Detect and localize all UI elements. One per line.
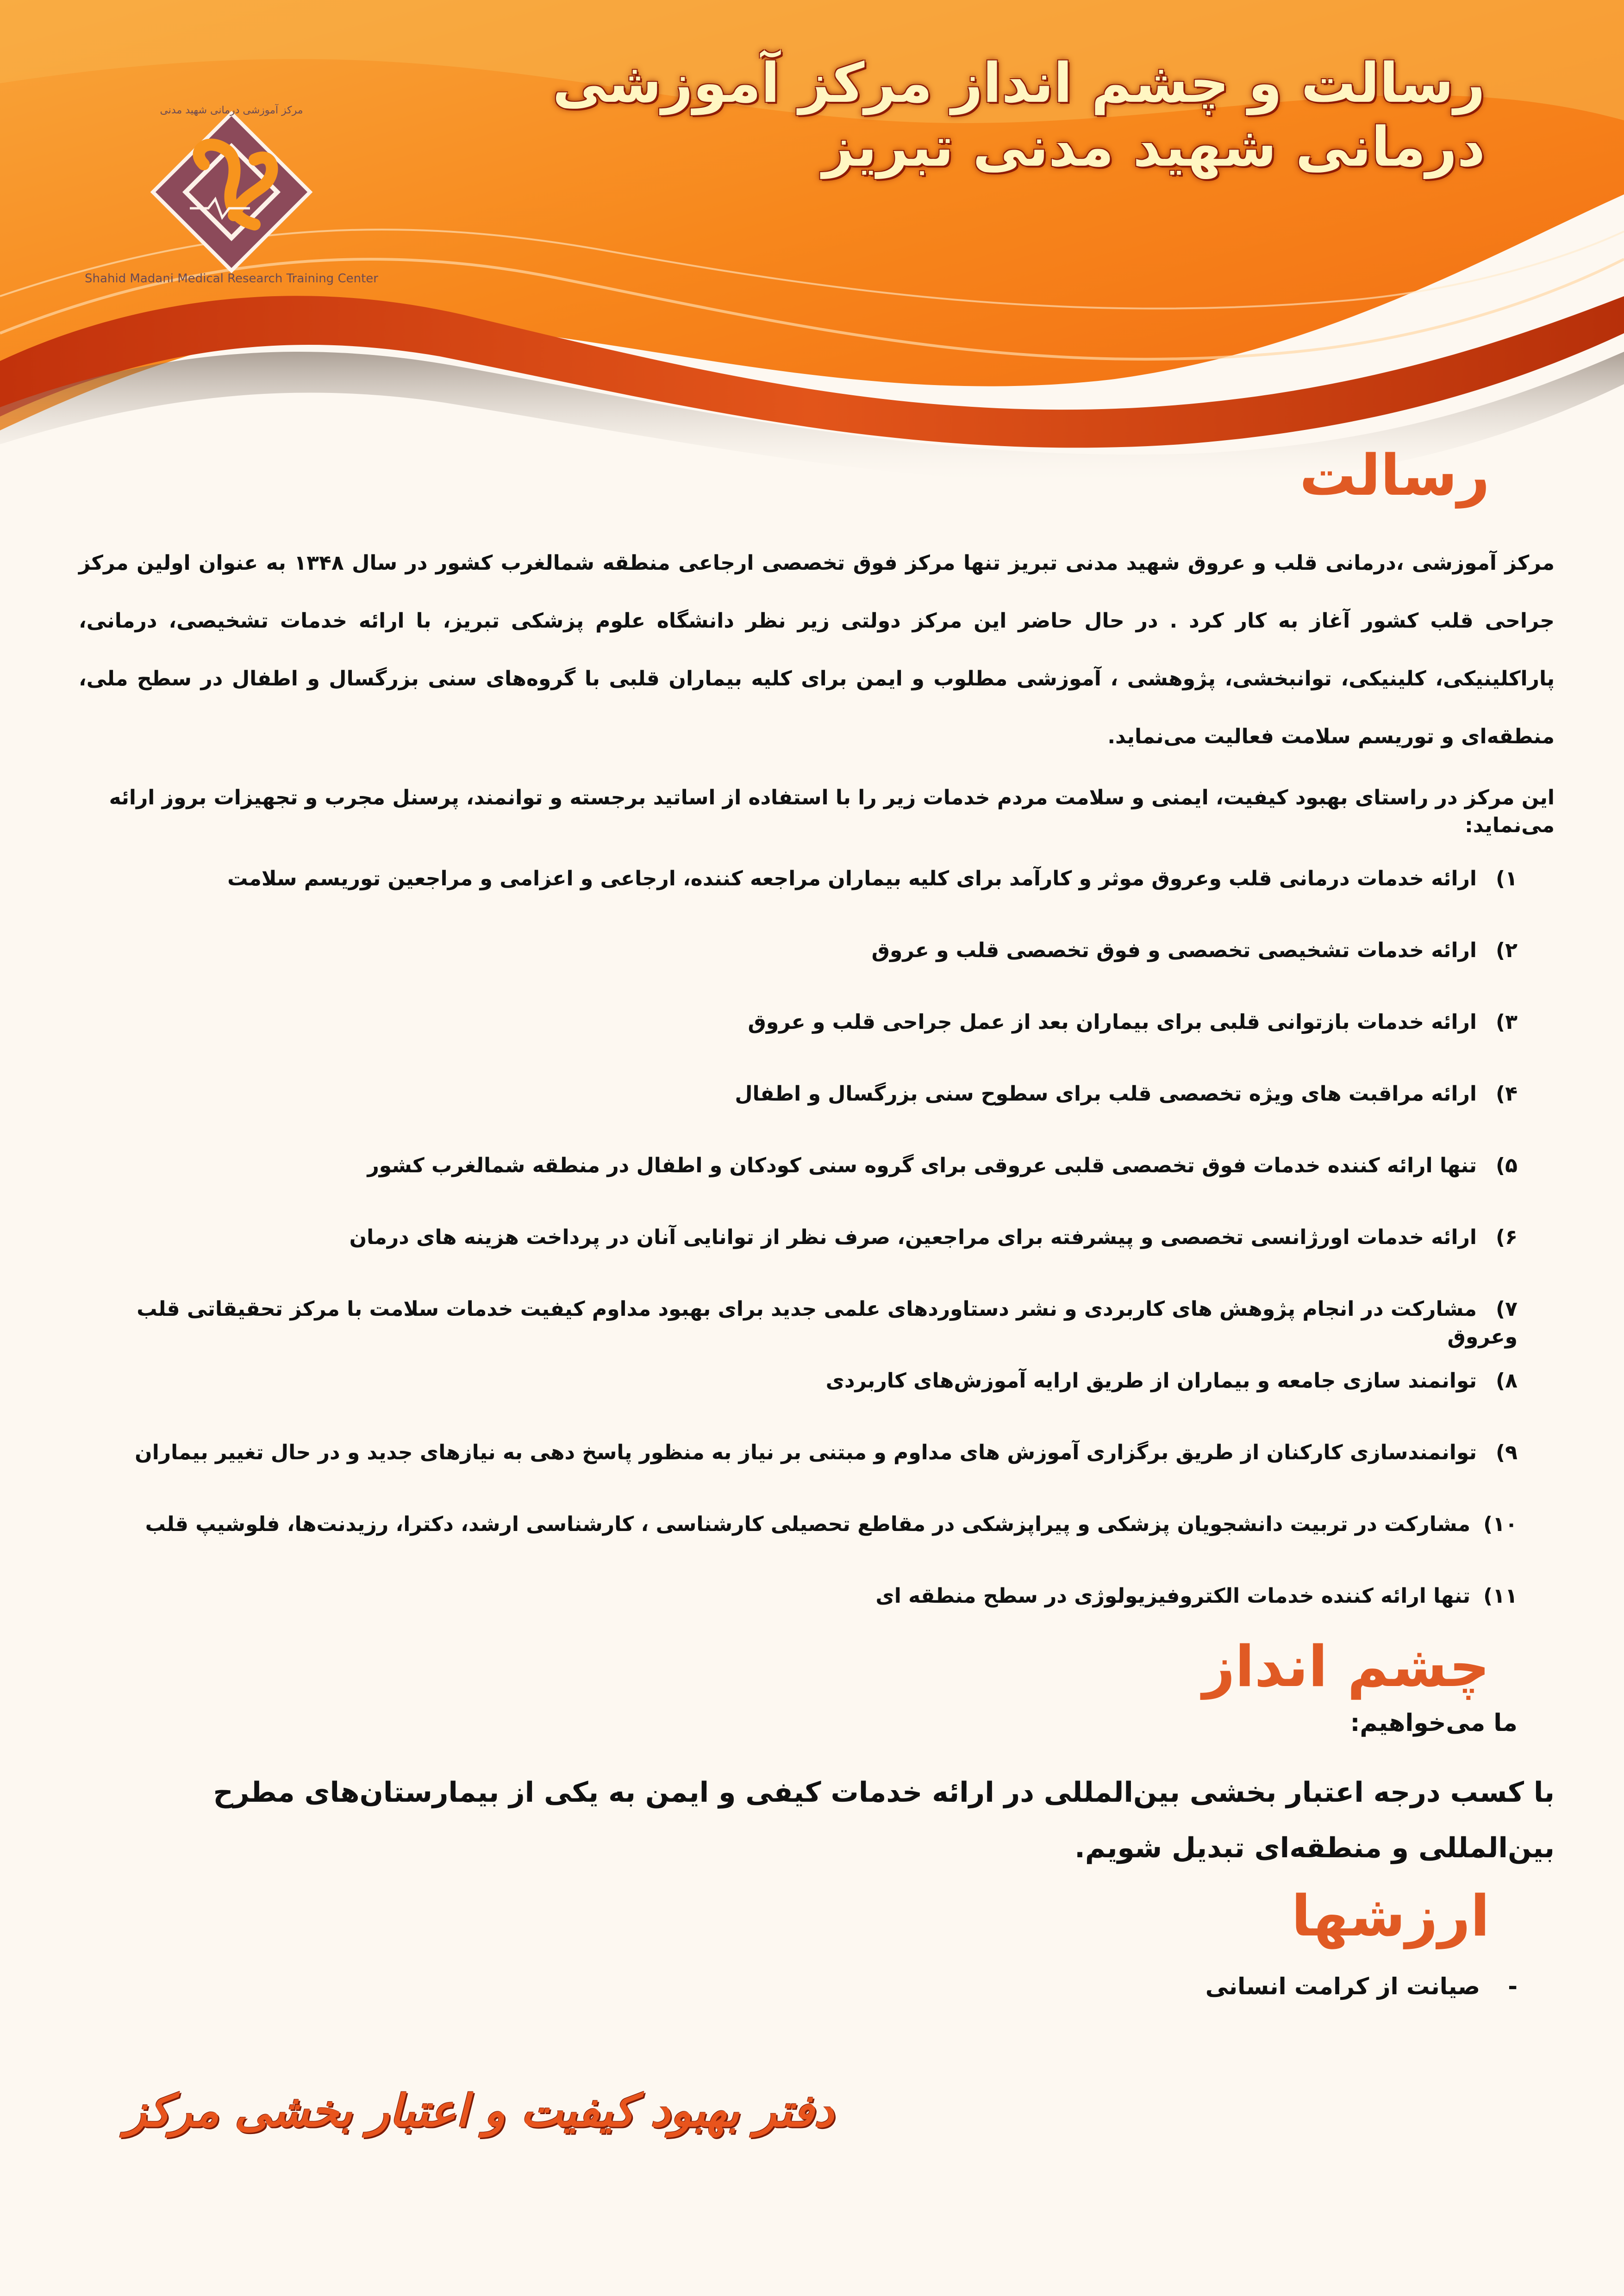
list-item-number: ۱۱) [1483,1584,1518,1608]
vision-lead: ما می‌خواهیم: [1350,1709,1518,1737]
value-text: صیانت از کرامت انسانی [1205,1972,1480,2000]
list-item-text: ارائه خدمات اورژانسی تخصصی و پیشرفته برای مراجعین، صرف نظر از توانایی آنان در پرداخت هزینه های درمان [349,1226,1477,1250]
list-item-number: ۳) [1496,1010,1518,1034]
mission-paragraph: مرکز آموزشی ،درمانی قلب و عروق شهید مدنی تبریز تنها مرکز فوق تخصصی ارجاعی منطقه شمالغرب کشور در سال ۱۳۴۸ به عنوان اولین مرکز جراحی قلب کشور آغاز به کار کرد . در حال حاضر این مرکز دولتی زیر نظر دانشگاه علوم پزشکی تبریز، با ارائه خدمات تشخیصی، درمانی، پاراکلینیکی، کلینیکی، توانبخشی، پژوهشی ، آموزشی مطلوب و ایمن برای کلیه بیماران قلبی با گروه‌های سنی بزرگسال و اطفال در سطح ملی، منطقه‌ای و توریسم سلامت فعالیت می‌نماید. [79,551,1555,749]
values-title: ارزشها [1291,1883,1490,1949]
logo-arabic-text: مرکز آموزشی درمانی شهید مدنی [160,105,303,116]
list-item-text: تنها ارائه کننده خدمات الکتروفیزیولوژی در سطح منطقه ای [875,1584,1471,1608]
list-item-number: ۲) [1496,939,1518,963]
vision-title: چشم انداز [1202,1634,1490,1700]
list-item-text: ارائه خدمات درمانی قلب وعروق موثر و کارآمد برای کلیه بیماران مراجعه کننده، ارجاعی و اعزامی و مراجعین توریسم سلامت [227,867,1477,891]
list-item [79,1224,1518,1295]
list-item [79,1367,1518,1439]
mission-list [79,865,1555,1654]
vision-text: با کسب درجه اعتبار بخشی بین‌المللی در ارائه خدمات کیفی و ایمن به یکی از بیمارستان‌های مطرح بین‌المللی و منطقه‌ای تبدیل شویم. [213,1776,1555,1865]
list-item-text: ارائه خدمات تشخیصی تخصصی و فوق تخصصی قلب و عروق [871,939,1477,963]
main-content [79,444,1555,2000]
bullet-dash: - [1508,1972,1518,2000]
footer-signature: دفتر بهبود کیفیت و اعتبار بخشی مرکز [125,2085,834,2137]
values-list [79,1973,1555,2000]
list-item-number: ۵) [1496,1154,1518,1178]
list-item-number: ۹) [1496,1441,1518,1465]
list-item [79,1439,1518,1511]
list-item [79,865,1518,937]
list-item [79,1080,1518,1152]
list-item [79,1008,1518,1080]
list-item-text: تنها ارائه کننده خدمات فوق تخصصی قلبی عروقی برای گروه سنی کودکان و اطفال در منطقه شمالغرب کشور [367,1154,1477,1178]
list-item-text: توانمندسازی کارکنان از طریق برگزاری آموزش های مداوم و مبتنی بر نیاز به منظور پاسخ دهی به نیازهای جدید و در حال تغییر بیماران [135,1441,1477,1465]
list-item-text: مشارکت در تربیت دانشجویان پزشکی و پیراپزشکی در مقاطع تحصیلی کارشناسی ، کارشناسی ارشد، دکترا، رزیدنت‌ها، فلوشیپ قلب [145,1512,1471,1537]
list-item-text: ارائه مراقبت های ویژه تخصصی قلب برای سطوح سنی بزرگسال و اطفال [735,1082,1477,1106]
page-header-title: رسالت و چشم انداز مرکز آموزشی درمانی شهید مدنی تبریز [552,51,1485,179]
mission-intro: این مرکز در راستای بهبود کیفیت، ایمنی و سلامت مردم خدمات زیر را با استفاده از اساتید برجسته و توانمند، پرسنل مجرب و تجهیزات بروز ارائه می‌نماید: [109,786,1555,838]
list-item [79,1295,1518,1367]
center-logo [85,100,378,294]
list-item-number: ۴) [1496,1082,1518,1106]
logo-text: Shahid Madani Medical Research Training Center [85,272,378,286]
list-item-number: ۱) [1496,867,1518,891]
list-item [79,1152,1518,1224]
list-item-number: ۶) [1496,1226,1518,1250]
list-item-number: ۷) [1496,1297,1518,1321]
list-item-number: ۱۰) [1483,1512,1518,1537]
list-item-number: ۸) [1496,1369,1518,1393]
mission-title: رسالت [1299,442,1490,508]
list-item [79,937,1518,1008]
list-item-text: توانمند سازی جامعه و بیماران از طریق ارایه آموزش‌های کاربردی [825,1369,1477,1393]
list-item-text: ارائه خدمات بازتوانی قلبی برای بیماران بعد از عمل جراحی قلب و عروق [748,1010,1477,1034]
list-item-text: مشارکت در انجام پژوهش های کاربردی و نشر دستاوردهای علمی جدید برای بهبود مداوم کیفیت خدمات سلامت با مرکز تحقیقاتی قلب وعروق [137,1297,1518,1349]
list-item [79,1973,1518,2000]
list-item [79,1511,1518,1582]
